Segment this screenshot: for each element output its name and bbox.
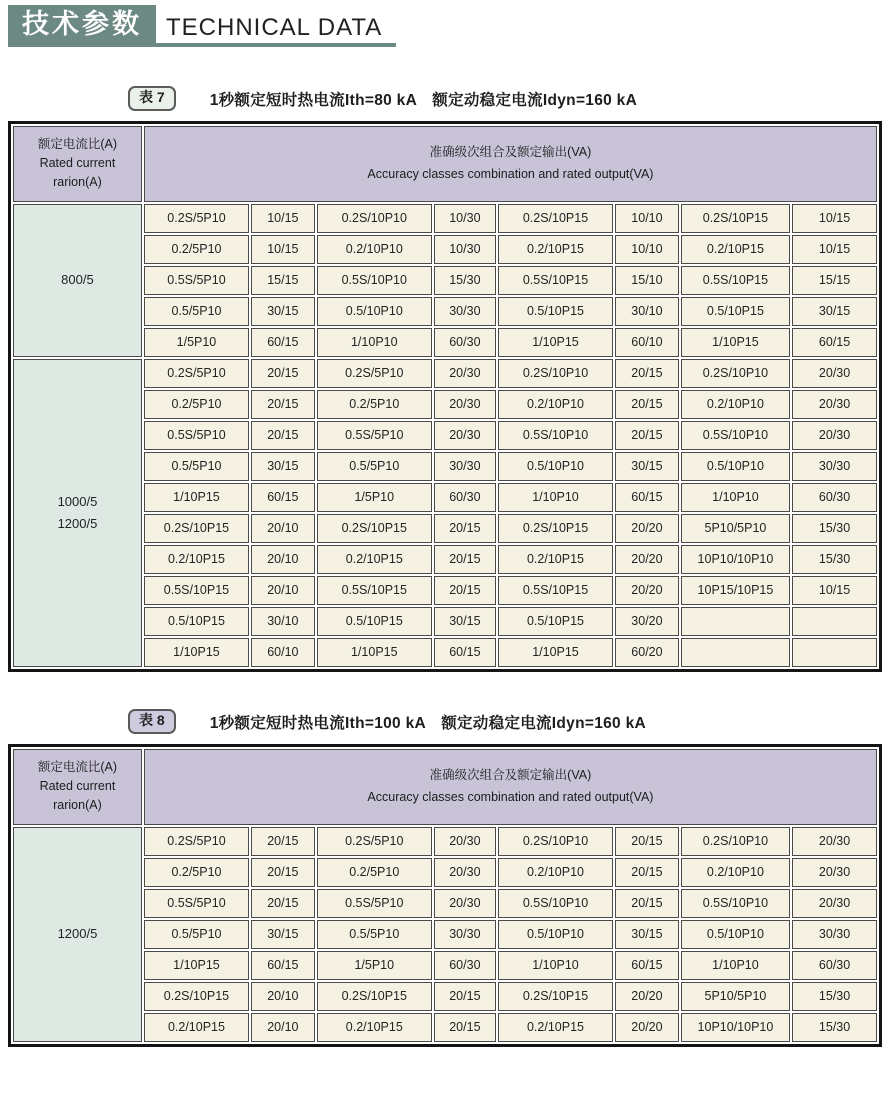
rated-output-cell: 15/30 bbox=[792, 982, 877, 1011]
accuracy-class-cell: 1/10P15 bbox=[681, 328, 790, 357]
rated-output-cell: 30/15 bbox=[251, 452, 315, 481]
rated-current-ratio-cell: 800/5 bbox=[13, 204, 142, 357]
accuracy-class-cell: 1/10P15 bbox=[144, 951, 249, 980]
rated-output-cell: 10/15 bbox=[792, 576, 877, 605]
rated-output-cell: 20/15 bbox=[434, 514, 496, 543]
rated-output-cell: 60/15 bbox=[251, 328, 315, 357]
rated-output-cell: 10/10 bbox=[615, 204, 679, 233]
table-row bbox=[13, 827, 877, 856]
rated-output-cell: 30/30 bbox=[792, 452, 877, 481]
rated-output-cell: 60/15 bbox=[251, 483, 315, 512]
rated-output-cell: 60/10 bbox=[251, 638, 315, 667]
table7-title-row bbox=[8, 85, 882, 113]
rated-output-cell: 20/30 bbox=[434, 889, 496, 918]
accuracy-class-cell: 0.5S/10P10 bbox=[498, 421, 613, 450]
accuracy-combination-header: 准确级次组合及额定输出(VA) Accuracy classes combination and rated output(VA) bbox=[144, 749, 877, 825]
rated-output-cell bbox=[792, 638, 877, 667]
accuracy-class-cell: 5P10/5P10 bbox=[681, 982, 790, 1011]
accuracy-class-cell: 0.5/5P10 bbox=[317, 452, 432, 481]
rated-output-cell: 20/15 bbox=[615, 858, 679, 887]
accuracy-class-cell: 0.5S/10P10 bbox=[681, 421, 790, 450]
rated-output-cell: 20/15 bbox=[615, 421, 679, 450]
accuracy-class-cell: 1/10P15 bbox=[498, 328, 613, 357]
accuracy-class-cell: 0.5S/5P10 bbox=[144, 266, 249, 295]
accuracy-class-cell: 0.2S/5P10 bbox=[144, 204, 249, 233]
rated-output-cell: 20/15 bbox=[434, 982, 496, 1011]
accuracy-class-cell: 0.2S/10P15 bbox=[498, 514, 613, 543]
table-row bbox=[13, 858, 877, 887]
table7-section bbox=[8, 85, 882, 672]
accuracy-class-cell: 0.2S/10P15 bbox=[317, 982, 432, 1011]
rated-output-cell: 20/15 bbox=[615, 390, 679, 419]
rated-output-cell: 20/30 bbox=[434, 390, 496, 419]
accuracy-class-cell: 0.5/10P15 bbox=[317, 607, 432, 636]
accuracy-class-cell: 1/5P10 bbox=[144, 328, 249, 357]
rated-output-cell: 20/30 bbox=[792, 390, 877, 419]
table-row bbox=[13, 576, 877, 605]
accuracy-class-cell: 0.2S/5P10 bbox=[317, 359, 432, 388]
rated-output-cell: 20/10 bbox=[251, 514, 315, 543]
accuracy-class-cell: 0.2S/10P10 bbox=[681, 359, 790, 388]
table-row bbox=[13, 452, 877, 481]
rated-output-cell: 15/30 bbox=[792, 514, 877, 543]
rated-output-cell: 30/15 bbox=[615, 452, 679, 481]
rated-output-cell: 20/15 bbox=[251, 827, 315, 856]
table-row bbox=[13, 266, 877, 295]
accuracy-class-cell: 0.5S/10P15 bbox=[681, 266, 790, 295]
accuracy-class-cell: 0.2/10P15 bbox=[498, 545, 613, 574]
accuracy-class-cell: 0.2/10P15 bbox=[681, 235, 790, 264]
accuracy-class-cell: 0.2S/5P10 bbox=[144, 827, 249, 856]
rated-output-cell: 30/15 bbox=[615, 920, 679, 949]
accuracy-class-cell: 0.2/5P10 bbox=[144, 858, 249, 887]
rated-output-cell: 30/30 bbox=[434, 920, 496, 949]
rated-output-cell: 10/30 bbox=[434, 204, 496, 233]
table8-section bbox=[8, 708, 882, 1047]
rated-output-cell: 15/30 bbox=[792, 545, 877, 574]
accuracy-class-cell: 0.2S/5P10 bbox=[144, 359, 249, 388]
accuracy-class-cell: 0.2/10P15 bbox=[498, 235, 613, 264]
table-row bbox=[13, 514, 877, 543]
table8-title: 1秒额定短时热电流Ith=100 kA 额定动稳定电流Idyn=160 kA bbox=[209, 714, 646, 732]
accuracy-class-cell: 0.5/10P10 bbox=[498, 920, 613, 949]
accuracy-class-cell: 0.5/10P10 bbox=[681, 452, 790, 481]
accuracy-class-cell: 10P10/10P10 bbox=[681, 1013, 790, 1042]
rated-output-cell: 20/30 bbox=[434, 359, 496, 388]
table-row bbox=[13, 359, 877, 388]
accuracy-class-cell: 0.5S/10P10 bbox=[317, 266, 432, 295]
rated-output-cell: 20/10 bbox=[251, 1013, 315, 1042]
rated-output-cell: 20/15 bbox=[251, 858, 315, 887]
accuracy-class-cell: 0.5/5P10 bbox=[144, 452, 249, 481]
accuracy-class-cell: 1/5P10 bbox=[317, 483, 432, 512]
accuracy-class-cell: 0.2/10P15 bbox=[498, 1013, 613, 1042]
accuracy-class-cell: 0.2/5P10 bbox=[144, 235, 249, 264]
rated-output-cell: 30/15 bbox=[251, 297, 315, 326]
accuracy-class-cell: 0.5S/5P10 bbox=[317, 421, 432, 450]
accuracy-class-cell: 1/10P10 bbox=[317, 328, 432, 357]
technical-data-table bbox=[8, 744, 882, 1047]
rated-current-ratio-cell: 1200/5 bbox=[13, 827, 142, 1042]
rated-output-cell: 10/15 bbox=[792, 235, 877, 264]
accuracy-class-cell: 0.2/5P10 bbox=[317, 858, 432, 887]
accuracy-class-cell: 0.2S/10P10 bbox=[317, 204, 432, 233]
table8-badge: 表 8 bbox=[128, 709, 176, 733]
rated-output-cell: 20/30 bbox=[792, 858, 877, 887]
rated-output-cell: 20/30 bbox=[434, 858, 496, 887]
accuracy-class-cell: 10P15/10P15 bbox=[681, 576, 790, 605]
rated-output-cell: 10/10 bbox=[615, 235, 679, 264]
rated-output-cell: 30/30 bbox=[434, 452, 496, 481]
accuracy-class-cell: 1/10P15 bbox=[144, 483, 249, 512]
rated-output-cell: 20/15 bbox=[434, 545, 496, 574]
rated-output-cell: 20/15 bbox=[251, 889, 315, 918]
accuracy-class-cell: 0.2S/10P15 bbox=[681, 204, 790, 233]
rated-output-cell: 20/15 bbox=[251, 421, 315, 450]
rated-output-cell: 30/15 bbox=[434, 607, 496, 636]
accuracy-class-cell: 0.2/10P15 bbox=[317, 545, 432, 574]
rated-output-cell: 30/30 bbox=[434, 297, 496, 326]
page-title-en: TECHNICAL DATA bbox=[166, 13, 383, 41]
technical-data-table bbox=[8, 121, 882, 672]
rated-output-cell: 20/10 bbox=[251, 576, 315, 605]
accuracy-combination-header: 准确级次组合及额定输出(VA) Accuracy classes combination and rated output(VA) bbox=[144, 126, 877, 202]
accuracy-class-cell: 0.5/10P15 bbox=[681, 297, 790, 326]
table-row bbox=[13, 982, 877, 1011]
rated-output-cell: 60/30 bbox=[792, 951, 877, 980]
accuracy-class-cell: 1/5P10 bbox=[317, 951, 432, 980]
accuracy-class-cell: 0.5S/10P15 bbox=[144, 576, 249, 605]
rated-output-cell: 30/30 bbox=[792, 920, 877, 949]
table8 bbox=[8, 744, 882, 1047]
accuracy-class-cell: 0.2S/10P10 bbox=[498, 827, 613, 856]
table-row bbox=[13, 638, 877, 667]
rated-output-cell: 60/15 bbox=[251, 951, 315, 980]
accuracy-class-cell: 0.5S/10P10 bbox=[681, 889, 790, 918]
rated-output-cell: 15/15 bbox=[251, 266, 315, 295]
rated-output-cell: 20/20 bbox=[615, 545, 679, 574]
table7-badge: 表 7 bbox=[128, 86, 176, 110]
rated-output-cell: 20/15 bbox=[434, 1013, 496, 1042]
table-row bbox=[13, 951, 877, 980]
rated-output-cell: 15/15 bbox=[792, 266, 877, 295]
rated-output-cell: 30/15 bbox=[792, 297, 877, 326]
accuracy-class-cell: 1/10P10 bbox=[681, 483, 790, 512]
accuracy-class-cell: 0.2S/10P10 bbox=[498, 359, 613, 388]
rated-output-cell: 15/30 bbox=[792, 1013, 877, 1042]
rated-current-ratio-header: 额定电流比(A) Rated current rarion(A) bbox=[13, 126, 142, 202]
accuracy-class-cell: 0.2S/10P15 bbox=[144, 514, 249, 543]
rated-output-cell: 60/30 bbox=[434, 328, 496, 357]
accuracy-class-cell bbox=[681, 638, 790, 667]
rated-output-cell: 20/20 bbox=[615, 514, 679, 543]
accuracy-class-cell: 1/10P15 bbox=[317, 638, 432, 667]
rated-output-cell: 60/15 bbox=[434, 638, 496, 667]
accuracy-class-cell: 0.2/10P10 bbox=[498, 858, 613, 887]
table-row bbox=[13, 390, 877, 419]
rated-output-cell: 20/20 bbox=[615, 1013, 679, 1042]
accuracy-class-cell: 0.2S/10P15 bbox=[498, 982, 613, 1011]
rated-output-cell: 20/15 bbox=[615, 889, 679, 918]
rated-output-cell: 60/30 bbox=[434, 483, 496, 512]
accuracy-class-cell: 0.2/10P15 bbox=[144, 545, 249, 574]
rated-output-cell: 20/30 bbox=[792, 889, 877, 918]
rated-output-cell: 15/10 bbox=[615, 266, 679, 295]
accuracy-class-cell: 0.5S/10P15 bbox=[498, 266, 613, 295]
page-title-underline bbox=[156, 15, 396, 47]
accuracy-class-cell: 0.2S/10P10 bbox=[681, 827, 790, 856]
table-row bbox=[13, 421, 877, 450]
accuracy-class-cell: 1/10P15 bbox=[144, 638, 249, 667]
table-row bbox=[13, 607, 877, 636]
rated-output-cell: 10/30 bbox=[434, 235, 496, 264]
table7-title: 1秒额定短时热电流Ith=80 kA 额定动稳定电流Idyn=160 kA bbox=[209, 91, 638, 109]
rated-output-cell: 60/20 bbox=[615, 638, 679, 667]
accuracy-class-cell: 0.5S/5P10 bbox=[144, 421, 249, 450]
accuracy-class-cell: 0.5/5P10 bbox=[317, 920, 432, 949]
accuracy-class-cell: 0.2/10P10 bbox=[317, 235, 432, 264]
table7 bbox=[8, 121, 882, 672]
rated-output-cell: 20/30 bbox=[434, 421, 496, 450]
rated-output-cell: 60/15 bbox=[615, 483, 679, 512]
rated-output-cell: 20/15 bbox=[251, 390, 315, 419]
accuracy-class-cell: 1/10P10 bbox=[498, 951, 613, 980]
accuracy-class-cell: 0.2/5P10 bbox=[144, 390, 249, 419]
rated-output-cell: 15/30 bbox=[434, 266, 496, 295]
accuracy-class-cell: 0.2/10P10 bbox=[498, 390, 613, 419]
table-row bbox=[13, 328, 877, 357]
table-row bbox=[13, 204, 877, 233]
rated-output-cell: 20/15 bbox=[615, 359, 679, 388]
rated-output-cell: 20/20 bbox=[615, 982, 679, 1011]
rated-output-cell: 30/20 bbox=[615, 607, 679, 636]
accuracy-class-cell: 0.2/10P15 bbox=[144, 1013, 249, 1042]
table-row bbox=[13, 889, 877, 918]
accuracy-class-cell: 0.2S/10P15 bbox=[144, 982, 249, 1011]
rated-output-cell: 10/15 bbox=[792, 204, 877, 233]
accuracy-class-cell: 0.2S/10P15 bbox=[498, 204, 613, 233]
page-title-zh: 技术参数 bbox=[8, 5, 156, 47]
accuracy-class-cell: 0.2S/10P15 bbox=[317, 514, 432, 543]
rated-output-cell: 20/30 bbox=[434, 827, 496, 856]
rated-output-cell: 10/15 bbox=[251, 204, 315, 233]
accuracy-class-cell: 0.5S/5P10 bbox=[144, 889, 249, 918]
table-row bbox=[13, 235, 877, 264]
rated-output-cell: 20/10 bbox=[251, 545, 315, 574]
accuracy-class-cell: 0.5S/10P10 bbox=[498, 889, 613, 918]
accuracy-class-cell: 0.2/10P15 bbox=[317, 1013, 432, 1042]
table-row bbox=[13, 1013, 877, 1042]
rated-output-cell: 60/30 bbox=[434, 951, 496, 980]
accuracy-class-cell: 10P10/10P10 bbox=[681, 545, 790, 574]
accuracy-class-cell: 0.2/5P10 bbox=[317, 390, 432, 419]
page-header bbox=[8, 5, 882, 47]
accuracy-class-cell: 0.5/10P15 bbox=[498, 607, 613, 636]
accuracy-class-cell: 0.5/10P10 bbox=[681, 920, 790, 949]
rated-output-cell: 20/30 bbox=[792, 421, 877, 450]
accuracy-class-cell: 0.5/10P15 bbox=[498, 297, 613, 326]
table8-title-row bbox=[8, 708, 882, 736]
accuracy-class-cell: 1/10P15 bbox=[498, 638, 613, 667]
rated-output-cell: 20/15 bbox=[434, 576, 496, 605]
rated-output-cell: 60/30 bbox=[792, 483, 877, 512]
table-row bbox=[13, 920, 877, 949]
rated-output-cell bbox=[792, 607, 877, 636]
rated-output-cell: 20/30 bbox=[792, 827, 877, 856]
accuracy-class-cell: 5P10/5P10 bbox=[681, 514, 790, 543]
rated-output-cell: 20/15 bbox=[615, 827, 679, 856]
accuracy-class-cell: 0.5/5P10 bbox=[144, 297, 249, 326]
accuracy-class-cell: 0.5/10P10 bbox=[317, 297, 432, 326]
accuracy-class-cell: 0.5S/10P15 bbox=[498, 576, 613, 605]
accuracy-class-cell: 0.5/5P10 bbox=[144, 920, 249, 949]
rated-output-cell: 20/10 bbox=[251, 982, 315, 1011]
rated-output-cell: 20/30 bbox=[792, 359, 877, 388]
rated-output-cell: 60/15 bbox=[615, 951, 679, 980]
rated-output-cell: 20/20 bbox=[615, 576, 679, 605]
rated-output-cell: 30/10 bbox=[615, 297, 679, 326]
accuracy-class-cell: 1/10P10 bbox=[681, 951, 790, 980]
accuracy-class-cell: 0.5S/5P10 bbox=[317, 889, 432, 918]
accuracy-class-cell: 0.5S/10P15 bbox=[317, 576, 432, 605]
accuracy-class-cell: 0.2/10P10 bbox=[681, 858, 790, 887]
table-row bbox=[13, 297, 877, 326]
rated-output-cell: 20/15 bbox=[251, 359, 315, 388]
rated-output-cell: 30/15 bbox=[251, 920, 315, 949]
rated-current-ratio-header: 额定电流比(A) Rated current rarion(A) bbox=[13, 749, 142, 825]
table-row bbox=[13, 483, 877, 512]
accuracy-class-cell: 0.2S/5P10 bbox=[317, 827, 432, 856]
rated-output-cell: 10/15 bbox=[251, 235, 315, 264]
accuracy-class-cell bbox=[681, 607, 790, 636]
accuracy-class-cell: 0.5/10P15 bbox=[144, 607, 249, 636]
rated-output-cell: 30/10 bbox=[251, 607, 315, 636]
accuracy-class-cell: 0.5/10P10 bbox=[498, 452, 613, 481]
table-row bbox=[13, 545, 877, 574]
rated-output-cell: 60/15 bbox=[792, 328, 877, 357]
accuracy-class-cell: 1/10P10 bbox=[498, 483, 613, 512]
rated-output-cell: 60/10 bbox=[615, 328, 679, 357]
rated-current-ratio-cell: 1000/5 1200/5 bbox=[13, 359, 142, 667]
accuracy-class-cell: 0.2/10P10 bbox=[681, 390, 790, 419]
